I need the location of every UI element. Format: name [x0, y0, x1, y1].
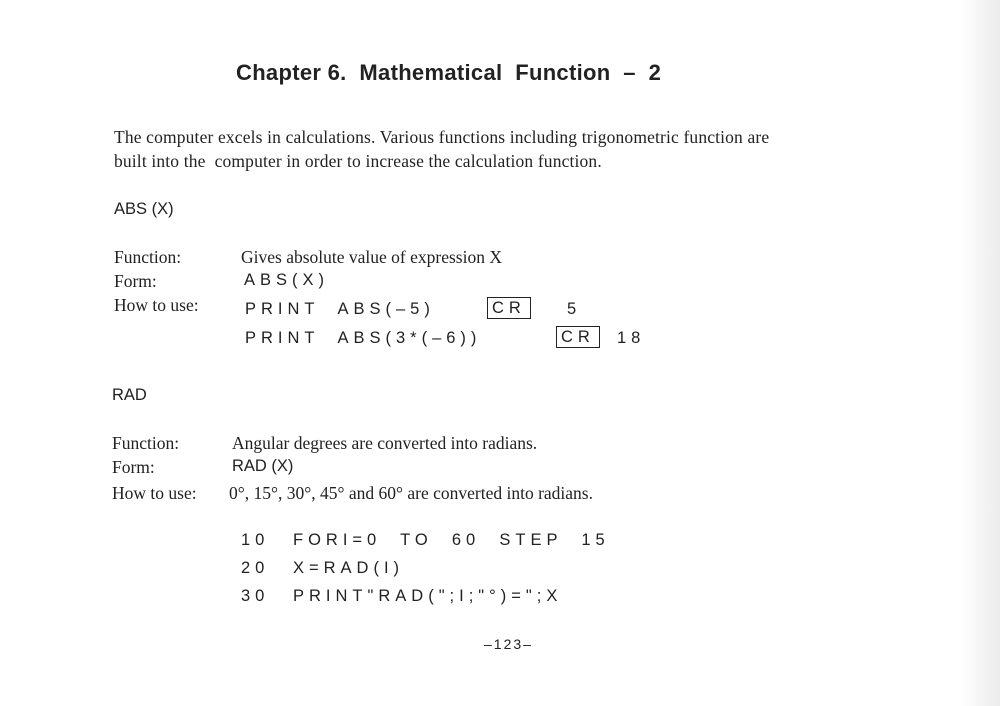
rad-function-label: Function:: [112, 433, 180, 453]
abs-function-text: Gives absolute value of expression X: [241, 247, 502, 267]
rad-how-label: How to use:: [112, 483, 197, 503]
page-edge-shadow: [960, 0, 1000, 706]
abs-example-1-statement: PRINT ABS(–5): [245, 300, 435, 318]
rad-function-text: Angular degrees are converted into radians.: [232, 433, 538, 453]
code-statement: PRINT"RAD(";I;"°)=";X: [293, 587, 563, 605]
abs-function-label: Function:: [114, 247, 182, 267]
abs-form-text: ABS(X): [244, 271, 330, 289]
abs-form-label: Form:: [114, 271, 157, 291]
abs-how-label: How to use:: [114, 295, 199, 315]
page-number: –123–: [484, 636, 533, 652]
code-line-number: 20: [241, 559, 270, 577]
rad-how-text: 0°, 15°, 30°, 45° and 60° are converted into radians.: [229, 483, 593, 503]
rad-form-label: Form:: [112, 457, 155, 477]
abs-heading: ABS (X): [114, 200, 174, 218]
rad-form-text: RAD (X): [232, 457, 294, 475]
code-statement: FORI=0 TO 60 STEP 15: [293, 531, 610, 549]
code-line-number: 10: [241, 531, 270, 549]
cr-key-icon: CR: [556, 326, 600, 348]
intro-line-1: The computer excels in calculations. Various functions including trigonometric function are: [114, 127, 770, 147]
abs-example-1-result: 5: [567, 300, 582, 318]
abs-example-2-result: 18: [617, 329, 646, 347]
code-statement: X=RAD(I): [293, 559, 405, 577]
abs-example-2-statement: PRINT ABS(3*(–6)): [245, 329, 482, 347]
intro-line-2: built into the computer in order to increase the calculation function.: [114, 151, 602, 171]
code-line-number: 30: [241, 587, 270, 605]
cr-key-icon: CR: [487, 297, 531, 319]
rad-heading: RAD: [112, 386, 147, 404]
chapter-title: Chapter 6. Mathematical Function – 2: [236, 60, 662, 85]
